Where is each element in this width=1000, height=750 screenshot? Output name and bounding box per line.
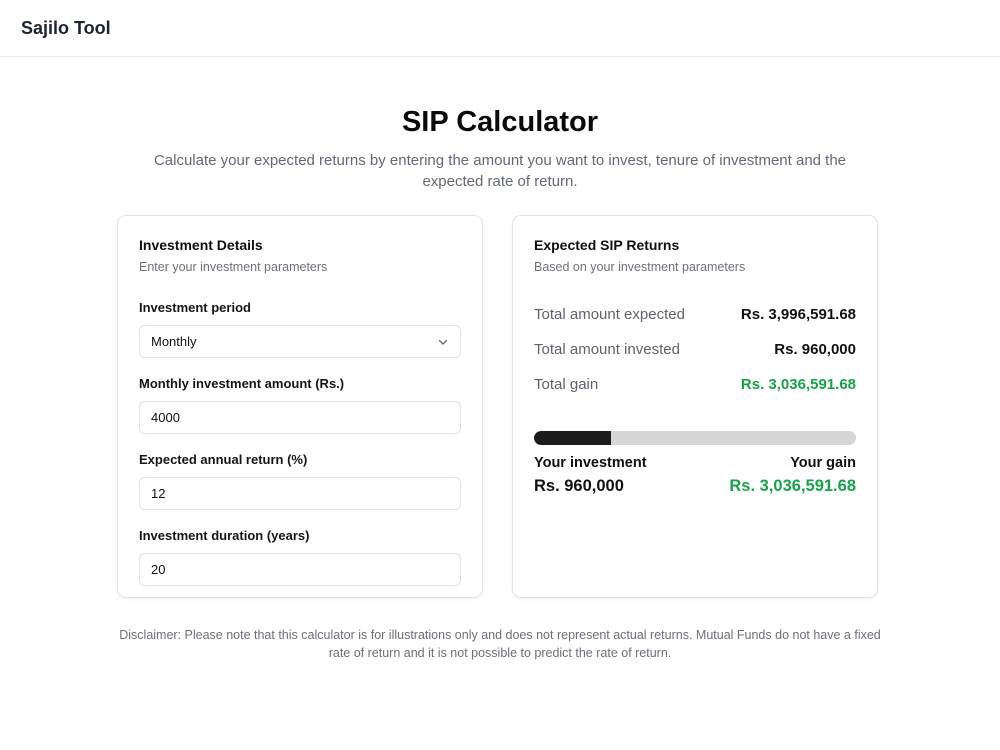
bar-legend [534, 455, 856, 496]
row-label: Total amount invested [534, 340, 680, 358]
legend-value: Rs. 3,036,591.68 [729, 477, 856, 495]
investment-details-card [117, 215, 483, 598]
investment-period-select[interactable] [139, 325, 461, 358]
annual-return-input[interactable]: 12 [139, 477, 461, 510]
page-subtitle: Calculate your expected returns by entering the amount you want to invest, tenure of investment and the expected rate of return. [153, 152, 847, 190]
card-title: Expected SIP Returns [534, 237, 680, 253]
returns-summary [534, 303, 856, 395]
chevron-down-icon [437, 336, 449, 348]
card-subtitle: Based on your investment parameters [534, 260, 746, 274]
total-expected-row [534, 303, 856, 325]
investment-period-field [139, 300, 461, 358]
row-label: Total gain [534, 375, 599, 393]
annual-return-field [139, 452, 461, 510]
legend-value: Rs. 960,000 [534, 477, 624, 495]
page-title: SIP Calculator [401, 106, 599, 138]
investment-period-label: Investment period [139, 300, 251, 315]
row-value: Rs. 3,996,591.68 [740, 305, 856, 323]
top-bar [0, 0, 1000, 57]
disclaimer: Disclaimer: Please note that this calculator is for illustrations only and does not represent actual returns. Mutual Funds do not have a fixed rate of return and it is not possible to predict the rate of return. [119, 628, 881, 660]
monthly-amount-label: Monthly investment amount (Rs.) [139, 376, 345, 391]
row-label: Total amount expected [534, 305, 685, 323]
card-subtitle: Enter your investment parameters [139, 260, 328, 274]
legend-label: Your gain [790, 455, 856, 471]
hero [0, 57, 1000, 192]
monthly-amount-field [139, 376, 461, 434]
investment-period-value: Monthly [151, 334, 197, 349]
brand-logo[interactable]: Sajilo Tool [21, 17, 111, 38]
gain-legend [729, 455, 856, 496]
monthly-amount-input[interactable]: 4000 [139, 401, 461, 434]
legend-label: Your investment [534, 455, 647, 471]
annual-return-label: Expected annual return (%) [139, 452, 308, 467]
row-value: Rs. 960,000 [774, 340, 856, 358]
total-invested-row [534, 338, 856, 360]
card-title: Investment Details [139, 237, 263, 253]
investment-share-fill [534, 431, 611, 445]
cards-row [117, 215, 878, 598]
total-gain-row [534, 373, 856, 395]
duration-label: Investment duration (years) [139, 528, 310, 543]
duration-field [139, 528, 461, 586]
investment-gain-bar [534, 431, 856, 445]
duration-input[interactable]: 20 [139, 553, 461, 586]
investment-legend [534, 455, 647, 496]
row-value: Rs. 3,036,591.68 [740, 375, 856, 393]
sip-returns-card [512, 215, 878, 598]
